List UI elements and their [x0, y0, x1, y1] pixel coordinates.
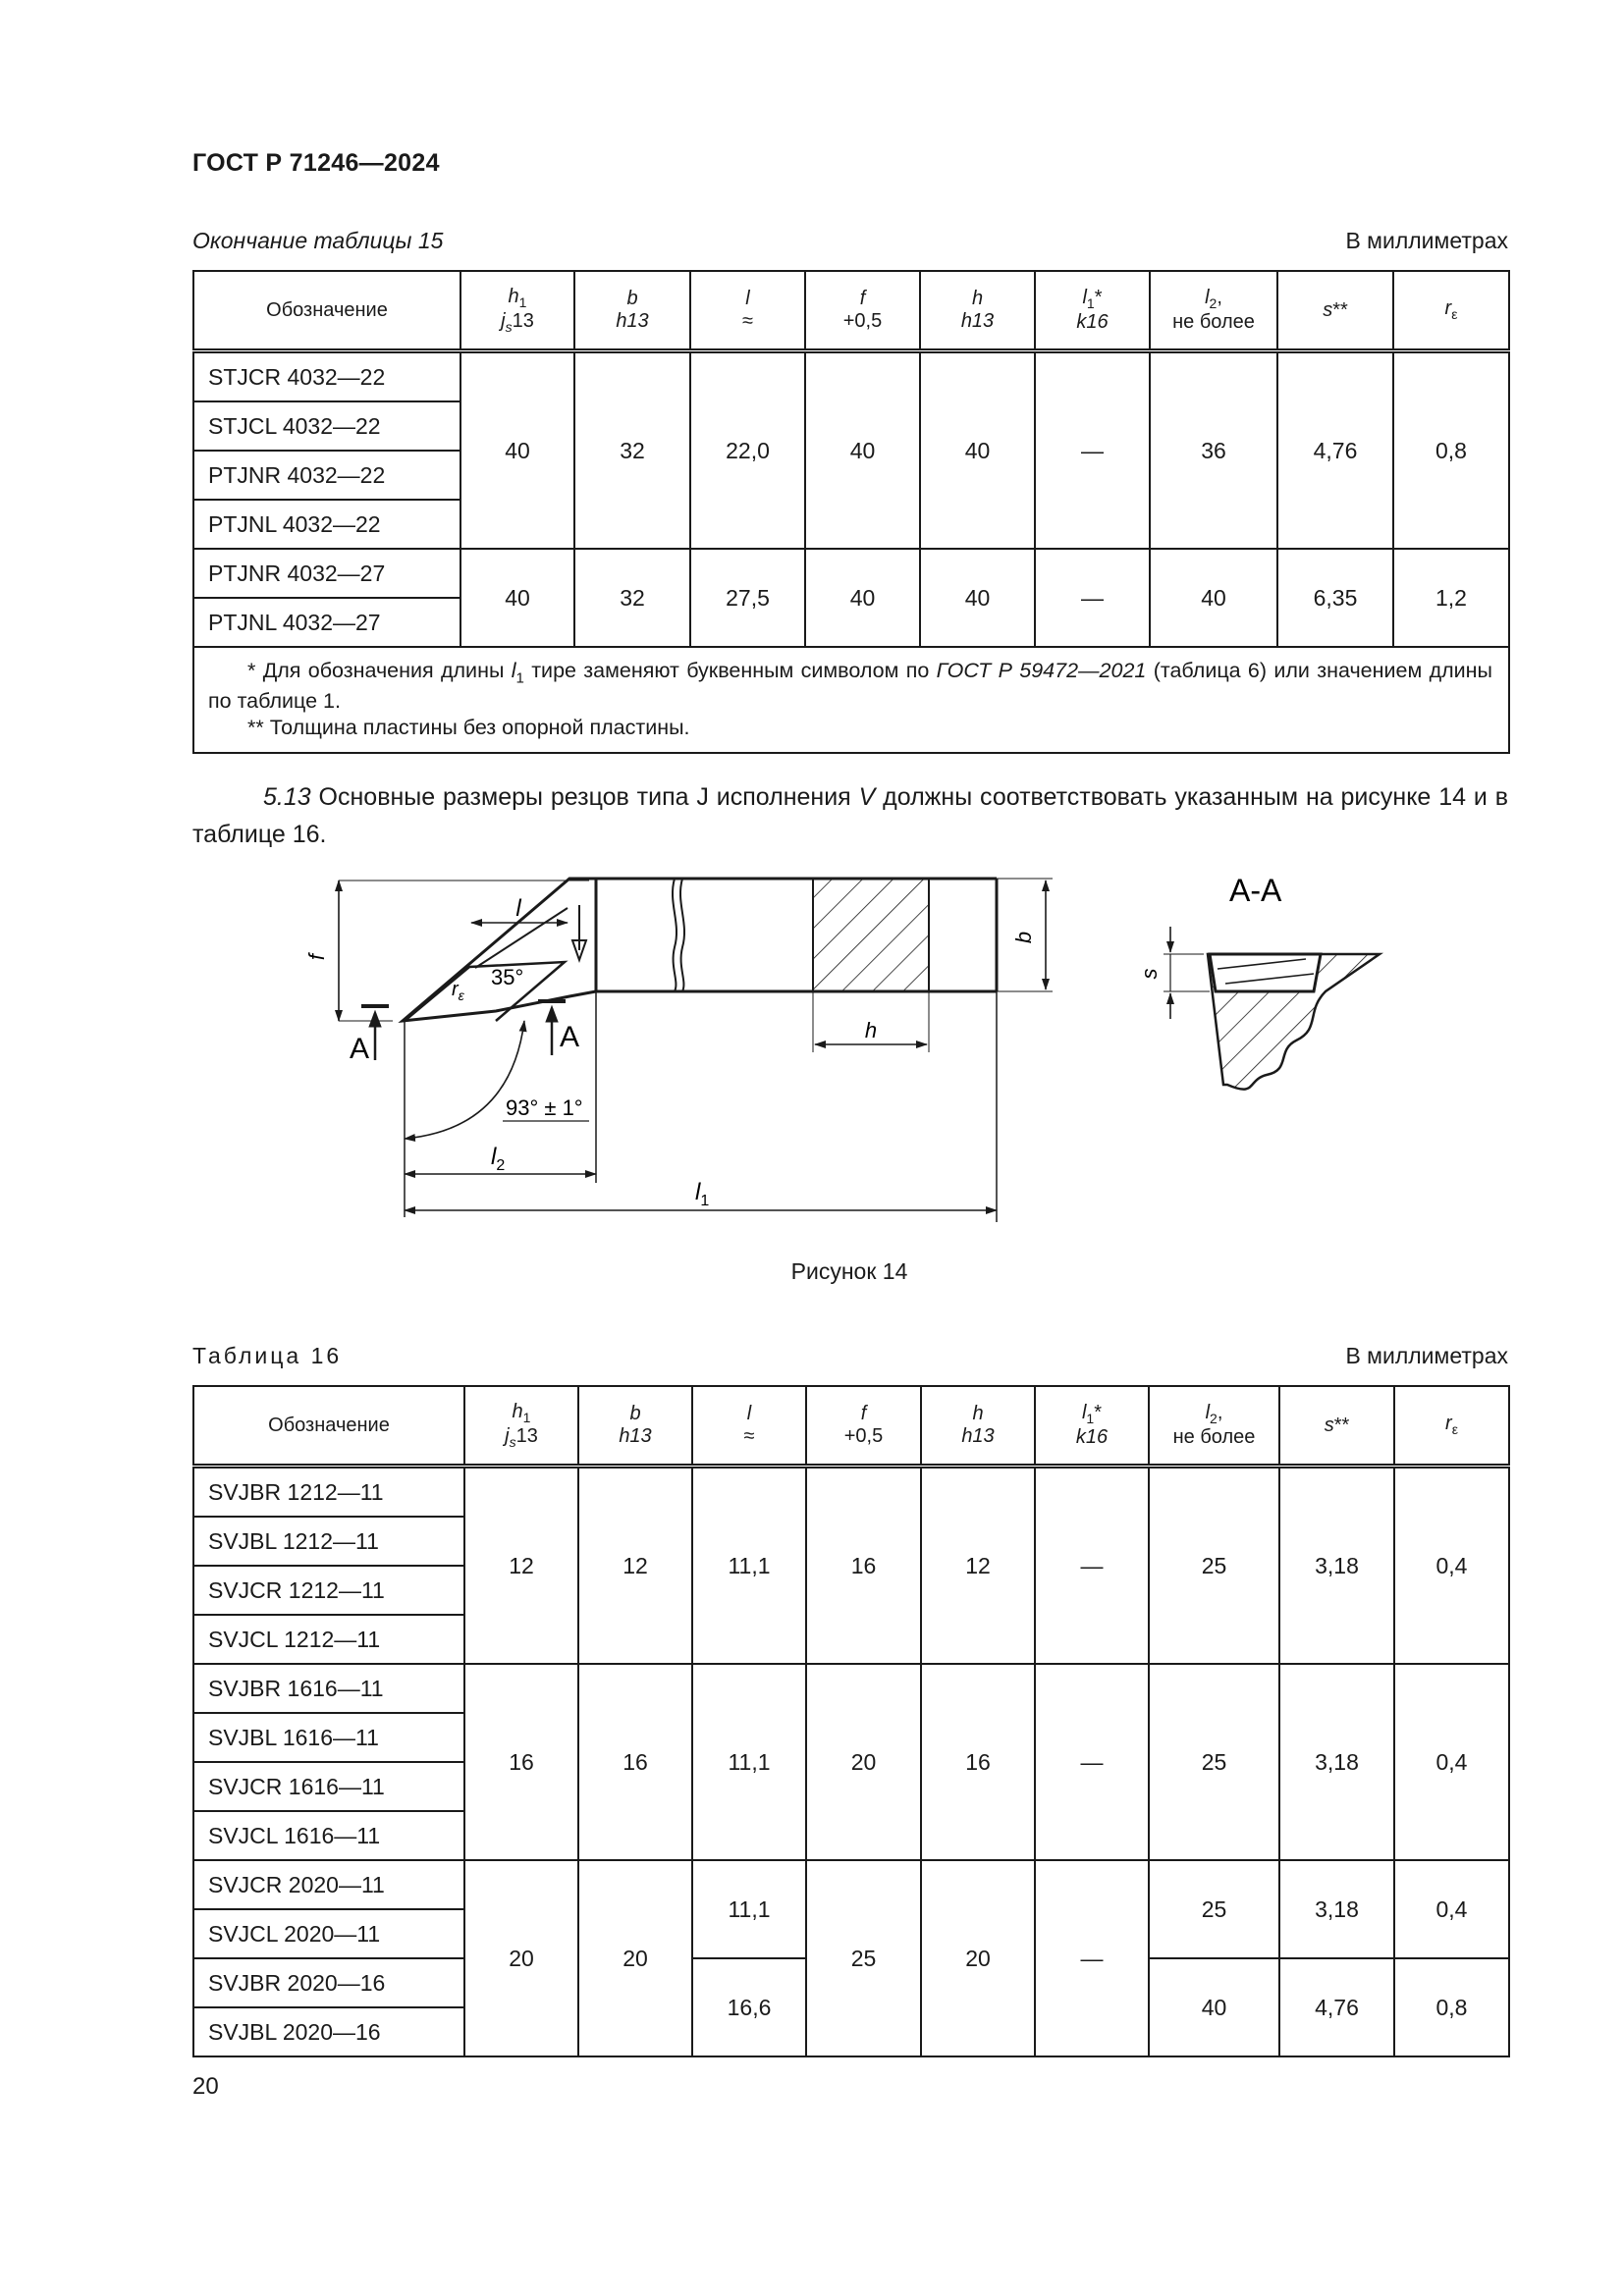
- dim-f: f: [304, 953, 329, 961]
- cell-s: 3,18: [1279, 1860, 1394, 1958]
- table15-caption: Окончание таблицы 15: [192, 228, 444, 253]
- col-h1: $h_1$ $j_s13$: [460, 271, 574, 351]
- designation-cell: STJCL 4032—22: [193, 401, 460, 451]
- cell-b: 20: [578, 1860, 692, 2056]
- section-a-a: [1208, 954, 1380, 1090]
- shank-section-hatch: [813, 879, 929, 991]
- dim-s: s: [1137, 968, 1162, 980]
- cell-l1: —: [1035, 351, 1150, 550]
- cell-h: 12: [921, 1467, 1035, 1665]
- designation-cell: SVJCR 1616—11: [193, 1762, 464, 1811]
- cell-l2: 25: [1149, 1467, 1279, 1665]
- cell-l: 16,6: [692, 1958, 806, 2056]
- col-designation: Обозначение: [193, 271, 460, 351]
- cell-h1: 16: [464, 1664, 578, 1860]
- col-l2: $l_2$, не более: [1150, 271, 1277, 351]
- section-marker-a: [361, 1001, 566, 1060]
- table-16: [192, 1385, 1510, 2057]
- angle-93: 93° ± 1°: [506, 1095, 583, 1120]
- page-header: ГОСТ Р 71246—2024: [192, 149, 440, 177]
- cell-r: 0,8: [1394, 1958, 1509, 2056]
- col-b: b h13: [578, 1386, 692, 1467]
- angle-35: 35°: [491, 965, 524, 989]
- cell-s: 3,18: [1279, 1664, 1394, 1860]
- col-h: h h13: [921, 1386, 1035, 1467]
- designation-cell: PTJNR 4032—22: [193, 451, 460, 500]
- col-l1: $l_1*$ k16: [1035, 1386, 1149, 1467]
- col-r: $r_\varepsilon$: [1393, 271, 1509, 351]
- cell-h: 40: [920, 549, 1035, 647]
- table-header-row: [193, 1386, 1509, 1467]
- cell-h1: 40: [460, 549, 574, 647]
- page-number: 20: [192, 2073, 219, 2100]
- footnote-2: ** Толщина пластины без опорной пластины.: [247, 716, 690, 740]
- table-row: [193, 1860, 1509, 1909]
- cell-r: 0,4: [1394, 1860, 1509, 1958]
- table15-units: В миллиметрах: [1345, 228, 1508, 253]
- col-r: $r_\varepsilon$: [1394, 1386, 1509, 1467]
- cell-h1: 12: [464, 1467, 578, 1665]
- dim-l: l: [515, 895, 521, 922]
- cell-h: 16: [921, 1664, 1035, 1860]
- feed-arrow-icon: [572, 905, 586, 960]
- cell-h: 40: [920, 351, 1035, 550]
- col-l2: $l_2$, не более: [1149, 1386, 1279, 1467]
- dim-b: b: [1011, 931, 1036, 944]
- label-a-left: A: [350, 1033, 370, 1065]
- col-l: l ≈: [690, 271, 805, 351]
- cell-s: 4,76: [1279, 1958, 1394, 2056]
- designation-cell: SVJBR 2020—16: [193, 1958, 464, 2007]
- col-s: s**: [1277, 271, 1393, 351]
- col-l1: $l_1*$ k16: [1035, 271, 1150, 351]
- footnote-1: * Для обозначения длины $l_1$ тире заменяют буквенным символом по ГОСТ Р 59472—2021 (таблица 6) или значением длины по таблице 1.: [208, 659, 1493, 713]
- designation-cell: SVJCL 2020—11: [193, 1909, 464, 1958]
- dim-h: h: [864, 1018, 878, 1042]
- cell-l1: —: [1035, 1664, 1149, 1860]
- designation-cell: SVJCR 1212—11: [193, 1566, 464, 1615]
- cell-l: 11,1: [692, 1860, 806, 1958]
- cell-l: 11,1: [692, 1664, 806, 1860]
- cell-l: 27,5: [690, 549, 805, 647]
- designation-cell: PTJNL 4032—22: [193, 500, 460, 549]
- designation-cell: SVJCL 1212—11: [193, 1615, 464, 1664]
- col-h: h h13: [920, 271, 1035, 351]
- dim-r: $r_\varepsilon$: [452, 979, 464, 1003]
- cell-b: 16: [578, 1664, 692, 1860]
- cell-l2: 40: [1149, 1958, 1279, 2056]
- cell-r: 0,4: [1394, 1664, 1509, 1860]
- paragraph-5-13: 5.13 Основные размеры резцов типа J исполнения V должны соответствовать указанным на рисунке 14 и в таблице 16.: [192, 783, 1508, 848]
- cell-s: 6,35: [1277, 549, 1393, 647]
- cell-r: 0,8: [1393, 351, 1509, 550]
- col-f: f +0,5: [805, 271, 920, 351]
- cell-b: 32: [574, 549, 690, 647]
- cell-f: 40: [805, 549, 920, 647]
- cell-l1: —: [1035, 1860, 1149, 2056]
- cell-f: 16: [806, 1467, 921, 1665]
- cell-l2: 36: [1150, 351, 1277, 550]
- label-a-right: A: [560, 1021, 580, 1053]
- cell-b: 12: [578, 1467, 692, 1665]
- designation-cell: PTJNR 4032—27: [193, 549, 460, 598]
- cell-f: 40: [805, 351, 920, 550]
- designation-cell: SVJCR 2020—11: [193, 1860, 464, 1909]
- tool-shank: [596, 879, 997, 991]
- cell-r: 1,2: [1393, 549, 1509, 647]
- cell-l2: 40: [1150, 549, 1277, 647]
- table16-caption: Таблица 16: [192, 1343, 343, 1368]
- col-b: b h13: [574, 271, 690, 351]
- cell-f: 20: [806, 1664, 921, 1860]
- cell-s: 3,18: [1279, 1467, 1394, 1665]
- col-l: l ≈: [692, 1386, 806, 1467]
- cell-h1: 20: [464, 1860, 578, 2056]
- tool-head: [403, 879, 596, 1021]
- designation-cell: SVJBL 1616—11: [193, 1713, 464, 1762]
- cell-l2: 25: [1149, 1664, 1279, 1860]
- col-s: s**: [1279, 1386, 1394, 1467]
- cell-l: 11,1: [692, 1467, 806, 1665]
- cell-l: 22,0: [690, 351, 805, 550]
- designation-cell: SVJCL 1616—11: [193, 1811, 464, 1860]
- cell-s: 4,76: [1277, 351, 1393, 550]
- designation-cell: PTJNL 4032—27: [193, 598, 460, 647]
- cell-b: 32: [574, 351, 690, 550]
- cell-h: 20: [921, 1860, 1035, 2056]
- designation-cell: SVJBL 1212—11: [193, 1517, 464, 1566]
- cell-l1: —: [1035, 1467, 1149, 1665]
- designation-cell: STJCR 4032—22: [193, 351, 460, 402]
- section-title: A-A: [1229, 873, 1282, 908]
- col-f: f +0,5: [806, 1386, 921, 1467]
- dim-l2: $l_2$: [491, 1144, 506, 1174]
- figure-caption: Рисунок 14: [790, 1258, 908, 1284]
- cell-f: 25: [806, 1860, 921, 2056]
- cell-l1: —: [1035, 549, 1150, 647]
- cell-r: 0,4: [1394, 1467, 1509, 1665]
- table-row: [193, 1664, 1509, 1713]
- designation-cell: SVJBL 2020—16: [193, 2007, 464, 2056]
- table16-units: В миллиметрах: [1345, 1343, 1508, 1368]
- cell-l2: 25: [1149, 1860, 1279, 1958]
- designation-cell: SVJBR 1212—11: [193, 1467, 464, 1518]
- dim-l1: $l_1$: [695, 1179, 710, 1209]
- designation-cell: SVJBR 1616—11: [193, 1664, 464, 1713]
- col-h1: $h_1$ $j_s13$: [464, 1386, 578, 1467]
- table-row: [193, 1467, 1509, 1518]
- col-designation: Обозначение: [193, 1386, 464, 1467]
- cell-h1: 40: [460, 351, 574, 550]
